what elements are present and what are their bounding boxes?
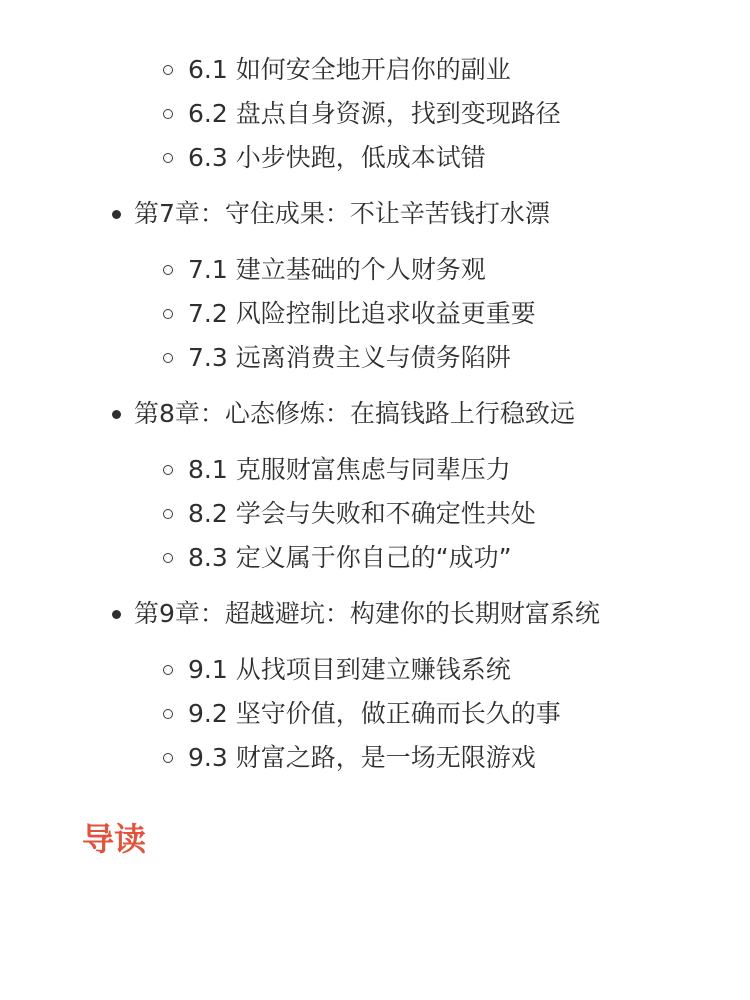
section-label: 6.2 盘点自身资源，找到变现路径 bbox=[188, 99, 561, 128]
chapter-8-section-list bbox=[0, 448, 750, 580]
disc-bullet-icon bbox=[112, 610, 121, 619]
circle-bullet-icon bbox=[163, 665, 173, 675]
circle-bullet-icon bbox=[163, 553, 173, 563]
circle-bullet-icon bbox=[163, 509, 173, 519]
circle-bullet-icon bbox=[163, 309, 173, 319]
chapter-8-heading bbox=[0, 392, 750, 436]
circle-bullet-icon bbox=[163, 465, 173, 475]
section-heading-intro: 导读 bbox=[82, 820, 147, 858]
list-item bbox=[0, 248, 750, 292]
list-item bbox=[0, 736, 750, 780]
section-label: 9.3 财富之路，是一场无限游戏 bbox=[188, 743, 536, 772]
list-item bbox=[0, 492, 750, 536]
list-item bbox=[0, 648, 750, 692]
circle-bullet-icon bbox=[163, 353, 173, 363]
chapter-6-section-list bbox=[0, 48, 750, 180]
section-label: 6.3 小步快跑，低成本试错 bbox=[188, 143, 486, 172]
circle-bullet-icon bbox=[163, 753, 173, 763]
section-label: 9.2 坚守价值，做正确而长久的事 bbox=[188, 699, 561, 728]
list-item bbox=[0, 692, 750, 736]
chapter-9-section-list bbox=[0, 648, 750, 780]
circle-bullet-icon bbox=[163, 153, 173, 163]
circle-bullet-icon bbox=[163, 709, 173, 719]
list-item bbox=[0, 536, 750, 580]
section-label: 8.2 学会与失败和不确定性共处 bbox=[188, 499, 536, 528]
section-label: 8.3 定义属于你自己的“成功” bbox=[188, 543, 512, 572]
disc-bullet-icon bbox=[112, 210, 121, 219]
disc-bullet-icon bbox=[112, 410, 121, 419]
list-item bbox=[0, 48, 750, 92]
list-item bbox=[0, 336, 750, 380]
section-label: 7.2 风险控制比追求收益更重要 bbox=[188, 299, 536, 328]
chapter-9-heading bbox=[0, 592, 750, 636]
circle-bullet-icon bbox=[163, 265, 173, 275]
chapter-title: 第9章：超越避坑：构建你的长期财富系统 bbox=[134, 599, 600, 628]
section-label: 7.3 远离消费主义与债务陷阱 bbox=[188, 343, 511, 372]
circle-bullet-icon bbox=[163, 65, 173, 75]
chapter-7-heading bbox=[0, 192, 750, 236]
circle-bullet-icon bbox=[163, 109, 173, 119]
chapter-7-section-list bbox=[0, 248, 750, 380]
chapter-title: 第8章：心态修炼：在搞钱路上行稳致远 bbox=[134, 399, 575, 428]
chapter-title: 第7章：守住成果：不让辛苦钱打水漂 bbox=[134, 199, 550, 228]
list-item bbox=[0, 92, 750, 136]
section-label: 6.1 如何安全地开启你的副业 bbox=[188, 55, 511, 84]
list-item bbox=[0, 292, 750, 336]
section-label: 7.1 建立基础的个人财务观 bbox=[188, 255, 486, 284]
list-item bbox=[0, 448, 750, 492]
list-item bbox=[0, 136, 750, 180]
section-label: 9.1 从找项目到建立赚钱系统 bbox=[188, 655, 511, 684]
section-label: 8.1 克服财富焦虑与同辈压力 bbox=[188, 455, 511, 484]
